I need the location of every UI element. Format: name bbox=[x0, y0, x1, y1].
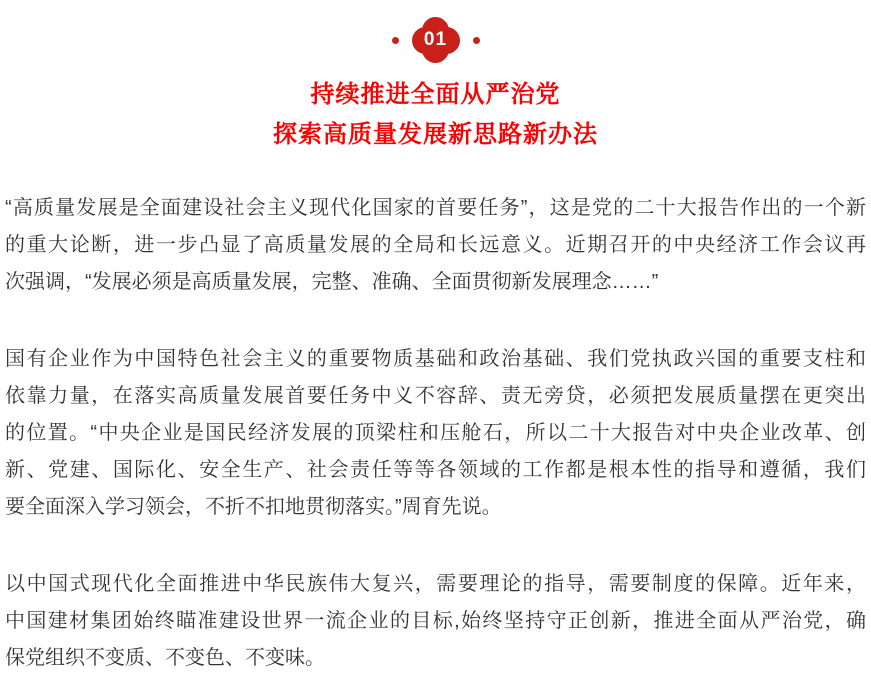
article-body bbox=[0, 190, 871, 677]
paragraph-2 bbox=[5, 341, 866, 526]
text-line: 国有企业作为中国特色社会主义的重要物质基础和政治基础、我们党执政兴国的重要支柱和 bbox=[5, 348, 866, 370]
section-number-badge bbox=[412, 17, 460, 63]
text-line: 的位置。“中央企业是国民经济发展的顶梁柱和压舱石，所以二十大报告对中央企业改革、创 bbox=[5, 422, 866, 444]
decor-dot-right-icon bbox=[473, 37, 480, 44]
text-line: 保党组织不变质、不变色、不变味。 bbox=[5, 647, 325, 669]
decor-dot-left-icon bbox=[392, 37, 399, 44]
text-line: 依靠力量，在落实高质量发展首要任务中义不容辞、责无旁贷，必须把发展质量摆在更突出 bbox=[5, 385, 866, 407]
paragraph-1 bbox=[5, 190, 866, 301]
text-line: 新、党建、国际化、安全生产、社会责任等等各领域的工作都是根本性的指导和遵循，我们 bbox=[5, 459, 866, 481]
section-badge-row bbox=[0, 17, 871, 63]
text-line: 次强调，“发展必须是高质量发展，完整、准确、全面贯彻新发展理念……” bbox=[5, 271, 659, 293]
section-title-line1: 持续推进全面从严治党 bbox=[310, 81, 561, 108]
text-line: “高质量发展是全面建设社会主义现代化国家的首要任务”，这是党的二十大报告作出的一个新 bbox=[5, 197, 866, 219]
text-line: 中国建材集团始终瞄准建设世界一流企业的目标,始终坚持守正创新，推进全面从严治党，确 bbox=[5, 610, 866, 632]
text-line: 以中国式现代化全面推进中华民族伟大复兴，需要理论的指导，需要制度的保障。近年来， bbox=[5, 573, 866, 595]
text-line: 要全面深入学习领会，不折不扣地贯彻落实。”周育先说。 bbox=[5, 496, 502, 518]
paragraph-3 bbox=[5, 566, 866, 677]
section-title-line2: 探索高质量发展新思路新办法 bbox=[273, 121, 598, 148]
section-title bbox=[0, 75, 871, 155]
text-line: 的重大论断，进一步凸显了高质量发展的全局和长远意义。近期召开的中央经济工作会议再 bbox=[5, 234, 866, 256]
section-number: 01 bbox=[423, 29, 448, 50]
